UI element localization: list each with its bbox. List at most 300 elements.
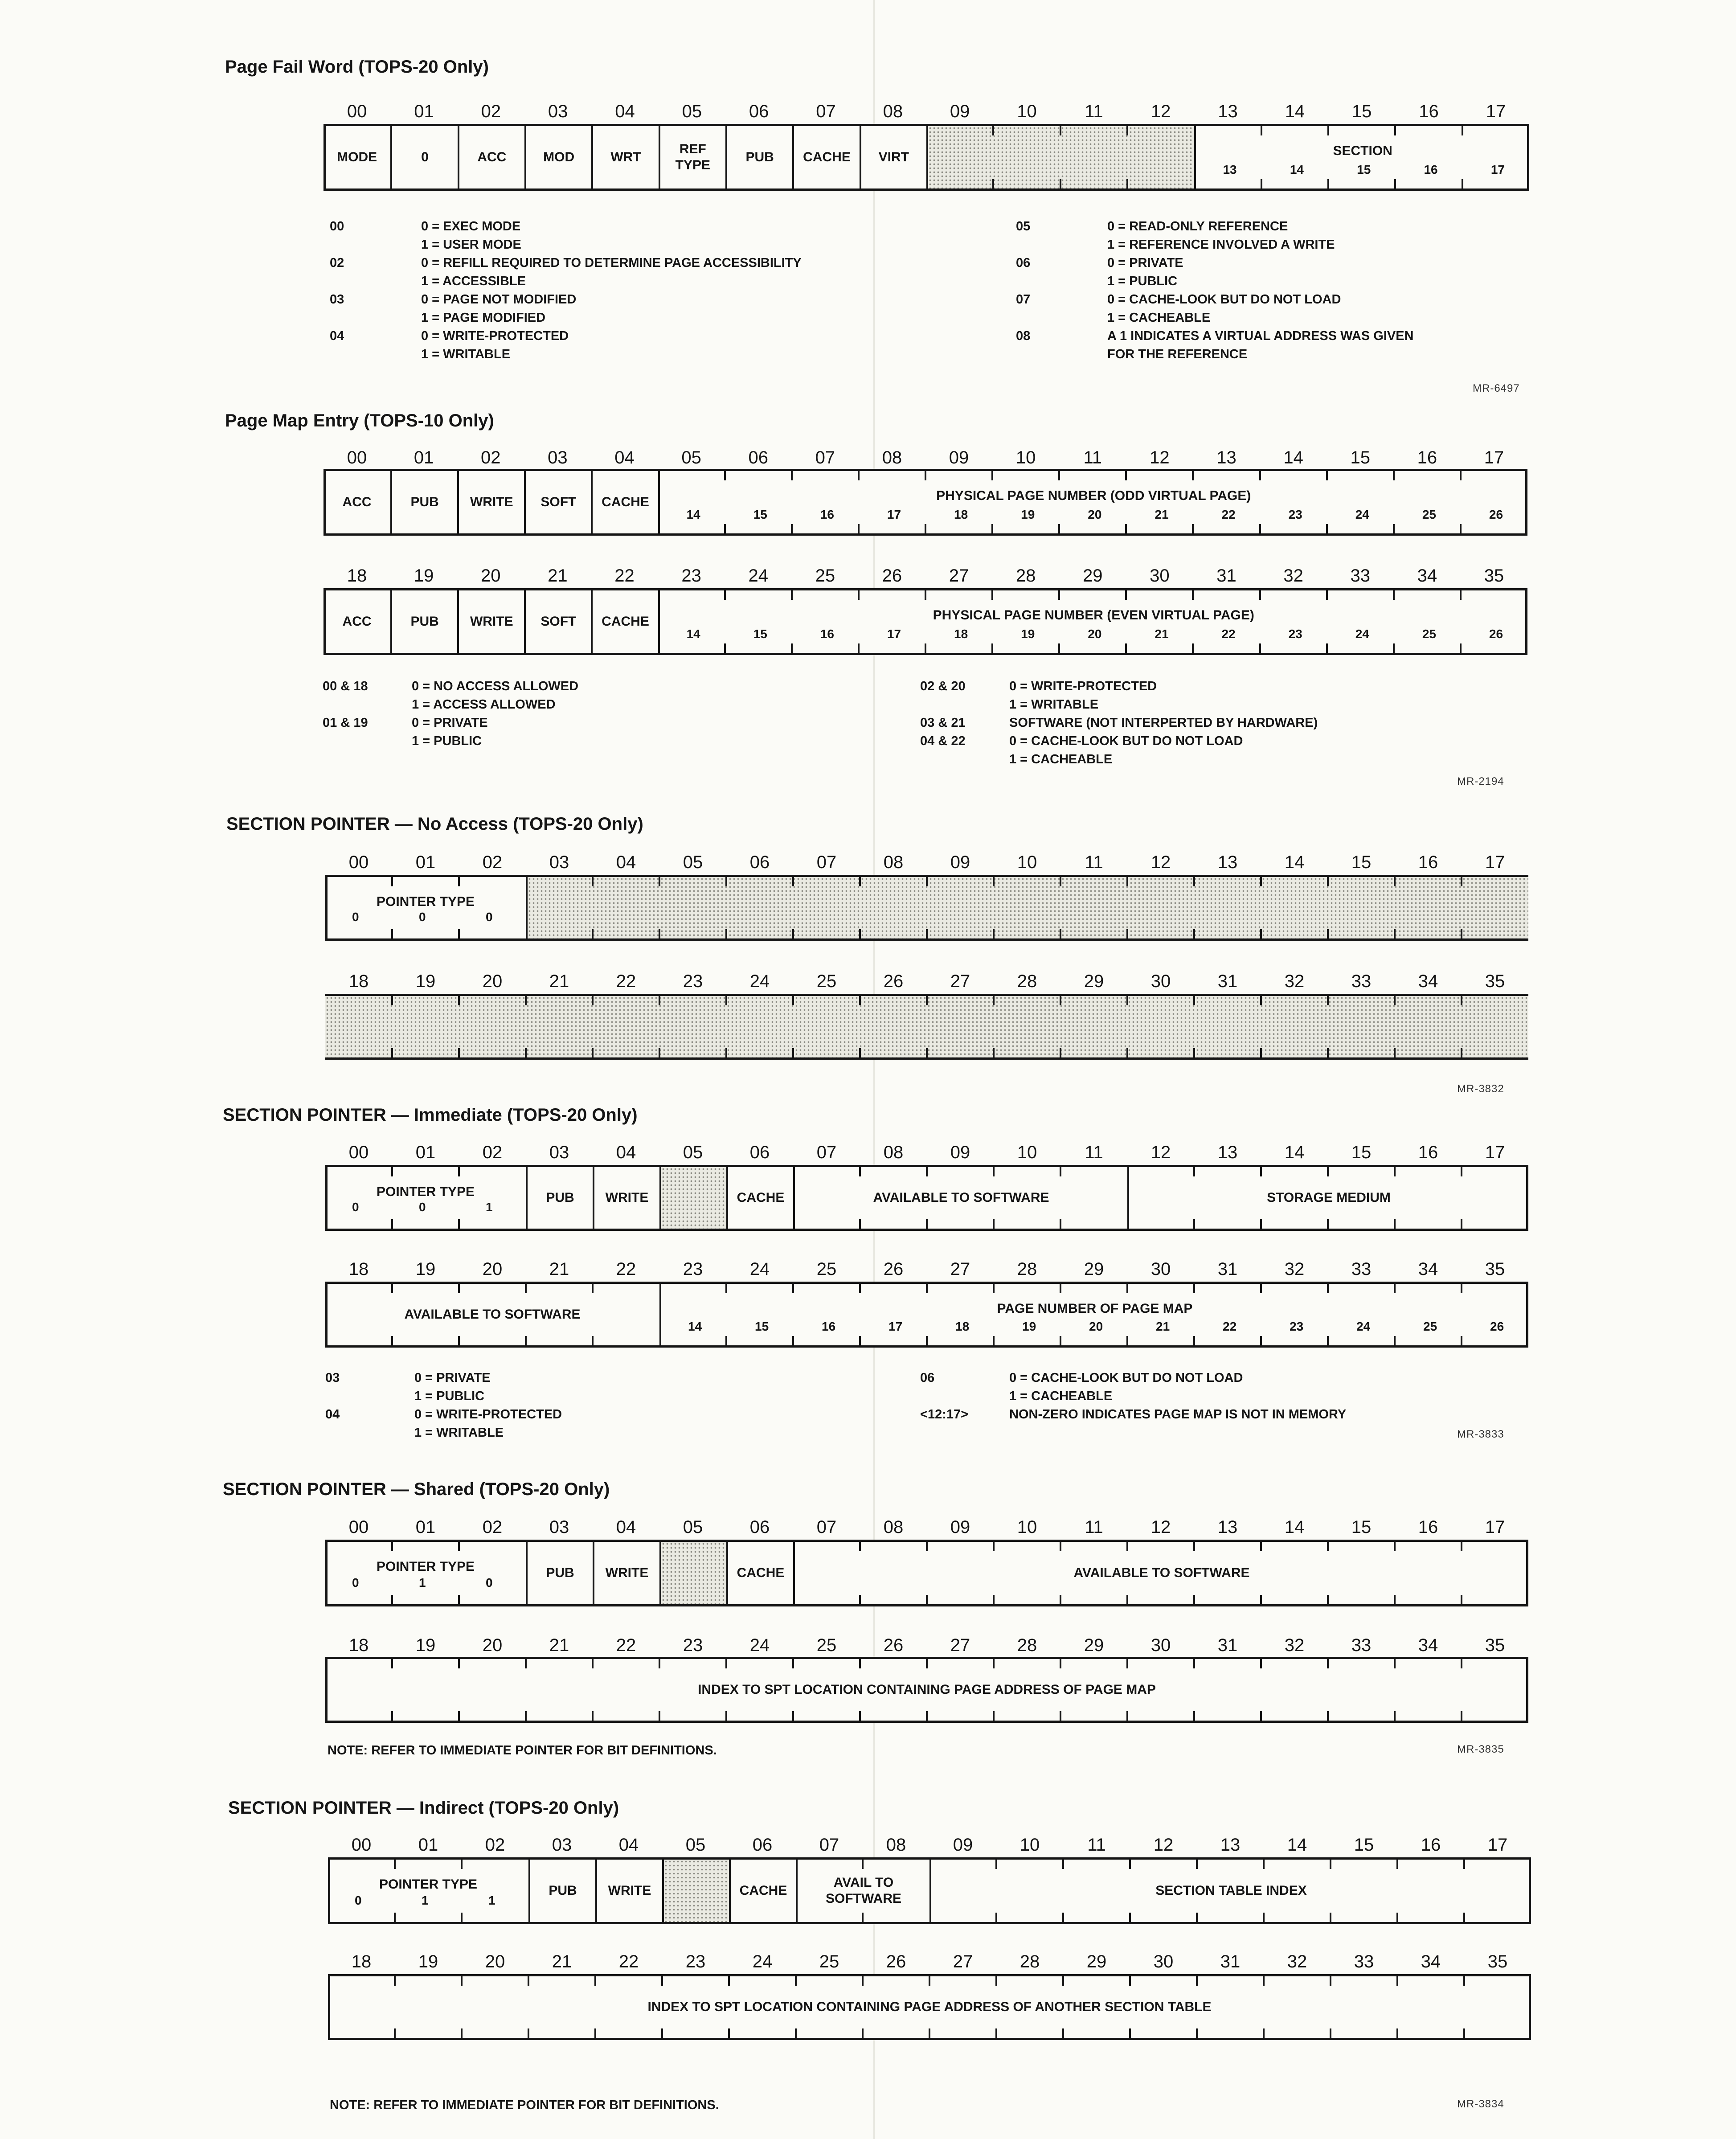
- bit-number: 10: [1015, 448, 1036, 467]
- bit-number: 35: [1485, 971, 1505, 991]
- bit-tick-top: [859, 996, 861, 1005]
- bit-number: 18: [348, 1259, 369, 1279]
- sp-immediate-definitions-left: [325, 1369, 562, 1442]
- bit-tick-top: [725, 1659, 727, 1668]
- pointer-type-bit: 1: [486, 1200, 493, 1214]
- bit-tick-bottom: [1461, 1595, 1462, 1605]
- field-wrt: WRT: [591, 126, 658, 188]
- bit-tick-bottom: [1461, 1219, 1462, 1229]
- bit-number: 14: [1287, 1835, 1307, 1855]
- bit-tick-top: [461, 1976, 463, 1986]
- sub-bit-number: 26: [1489, 508, 1503, 521]
- bit-tick-top: [925, 590, 926, 600]
- bit-number: 02: [481, 448, 501, 467]
- bit-number: 23: [683, 971, 703, 991]
- bit-tick-top: [993, 1659, 995, 1668]
- bit-tick-top: [862, 1976, 864, 1986]
- sp-shared-register-1: [325, 1657, 1528, 1723]
- sub-bit-number: 15: [753, 508, 767, 521]
- bit-tick-top: [724, 471, 726, 480]
- definition-text: SOFTWARE (NOT INTERPERTED BY HARDWARE): [1009, 716, 1318, 730]
- definition-row: [330, 309, 802, 327]
- bit-tick-bottom: [859, 1711, 861, 1721]
- bit-tick-bottom: [1260, 1711, 1262, 1721]
- bit-number: 12: [1150, 448, 1170, 467]
- bit-tick-bottom: [1193, 1711, 1195, 1721]
- bit-tick-top: [725, 1283, 727, 1293]
- bit-number: 19: [414, 566, 434, 586]
- page-fail-word-bit-numbers-0: [323, 102, 1529, 121]
- bit-tick-top: [1192, 471, 1194, 480]
- bit-number: 07: [815, 448, 835, 467]
- bit-tick-top: [1326, 471, 1328, 480]
- bit-number: 08: [883, 1517, 904, 1537]
- bit-number: 30: [1151, 1635, 1171, 1655]
- bit-tick-top: [1327, 1283, 1329, 1293]
- definition-text: 0 = WRITE-PROTECTED: [421, 329, 569, 343]
- bit-tick-top: [792, 996, 794, 1005]
- bit-number: 21: [549, 1635, 569, 1655]
- bit-tick-top: [659, 996, 660, 1005]
- bit-tick-bottom: [1060, 929, 1061, 939]
- definition-row: [325, 1406, 562, 1424]
- bit-tick-bottom: [394, 2028, 396, 2038]
- definition-text: 1 = CACHEABLE: [1009, 1389, 1113, 1403]
- definition-text: 0 = PRIVATE: [412, 716, 488, 730]
- bit-number: 11: [1083, 448, 1102, 467]
- bit-tick-top: [1259, 471, 1261, 480]
- bit-tick-top: [1327, 1541, 1329, 1551]
- field-acc: ACC: [342, 495, 372, 509]
- field-cache: CACHE: [726, 1167, 793, 1229]
- bit-number: 21: [548, 566, 568, 586]
- sp-immediate-bit-numbers-1: [325, 1259, 1528, 1279]
- sub-bit-number: 15: [753, 627, 767, 641]
- bit-number: 00: [347, 102, 367, 121]
- bit-number: 14: [1284, 1517, 1305, 1537]
- field-label: POINTER TYPE: [379, 1877, 478, 1892]
- bit-tick-top: [858, 590, 860, 600]
- bit-number: 25: [815, 566, 835, 586]
- bit-tick-bottom: [1327, 1336, 1329, 1346]
- bit-number: 11: [1085, 852, 1103, 872]
- bit-tick-bottom: [929, 2028, 930, 2038]
- bit-tick-top: [1327, 1659, 1329, 1668]
- bit-number: 27: [949, 566, 969, 586]
- bit-tick-top: [391, 877, 393, 886]
- bit-number: 11: [1085, 1143, 1103, 1162]
- bit-tick-bottom: [725, 1711, 727, 1721]
- bit-tick-top: [1193, 877, 1195, 886]
- bit-number: 00: [348, 1517, 369, 1537]
- bit-tick-bottom: [461, 1913, 463, 1922]
- bit-tick-bottom: [925, 524, 926, 534]
- bit-tick-top: [993, 1283, 995, 1293]
- bit-tick-bottom: [792, 929, 794, 939]
- bit-tick-bottom: [859, 1048, 861, 1058]
- bit-number: 06: [748, 448, 768, 467]
- bit-tick-top: [1396, 1976, 1398, 1986]
- bit-tick-top: [659, 877, 660, 886]
- field-physical-page-number-odd-virtual-page: [658, 471, 1527, 533]
- field-write: WRITE: [457, 471, 524, 533]
- definition-bit: [323, 696, 412, 714]
- bit-tick-bottom: [1129, 2028, 1131, 2038]
- bit-tick-bottom: [592, 1048, 594, 1058]
- bit-tick-top: [859, 1659, 861, 1668]
- bit-number: 06: [752, 1835, 773, 1855]
- bit-tick-bottom: [1460, 524, 1462, 534]
- bit-tick-bottom: [1327, 1048, 1329, 1058]
- field-pointer-type: [328, 1860, 528, 1922]
- bit-tick-bottom: [1330, 2028, 1331, 2038]
- field-soft: SOFT: [524, 471, 591, 533]
- bit-number: 08: [882, 448, 902, 467]
- bit-number: 13: [1218, 102, 1238, 121]
- bit-tick-bottom: [993, 1219, 995, 1229]
- bit-tick-bottom: [725, 1336, 727, 1346]
- sub-bit-number: 25: [1422, 627, 1436, 641]
- bit-tick-bottom: [859, 1336, 861, 1346]
- field-0: 0: [390, 126, 457, 188]
- definition-bit: [1016, 272, 1107, 291]
- bit-tick-bottom: [1263, 1913, 1265, 1922]
- bit-number: 10: [1017, 102, 1037, 121]
- definition-bit: 04: [330, 329, 344, 343]
- bit-tick-top: [1125, 471, 1127, 480]
- sp-no-access-register-1: [325, 994, 1528, 1060]
- bit-number: 24: [749, 971, 770, 991]
- bit-number: 10: [1017, 1517, 1037, 1537]
- bit-number: 09: [950, 852, 970, 872]
- bit-number: 22: [616, 1635, 636, 1655]
- bit-number: 34: [1418, 1259, 1438, 1279]
- bit-tick-top: [859, 1167, 861, 1176]
- reserved-field: [662, 1860, 729, 1922]
- bit-tick-bottom: [525, 1711, 527, 1721]
- bit-tick-bottom: [1327, 1711, 1329, 1721]
- bit-tick-bottom: [1192, 524, 1194, 534]
- bit-number: 06: [749, 1143, 770, 1162]
- bit-tick-bottom: [858, 524, 860, 534]
- bit-number: 26: [883, 1635, 904, 1655]
- definition-text: 1 = WRITABLE: [421, 347, 511, 361]
- bit-tick-top: [592, 1659, 594, 1668]
- definition-bit: [1016, 345, 1107, 364]
- bit-number: 29: [1084, 1635, 1104, 1655]
- bit-tick-bottom: [659, 929, 660, 939]
- bit-tick-bottom: [1463, 1913, 1465, 1922]
- field-label: PHYSICAL PAGE NUMBER (ODD VIRTUAL PAGE): [936, 488, 1251, 503]
- bit-number: 03: [549, 852, 569, 872]
- bit-number: 01: [414, 448, 434, 467]
- definition-text: 1 = REFERENCE INVOLVED A WRITE: [1107, 238, 1335, 252]
- sub-bit-number: 24: [1355, 508, 1369, 521]
- bit-tick-bottom: [795, 2028, 797, 2038]
- bit-number: 00: [348, 1143, 369, 1162]
- bit-tick-top: [1394, 877, 1396, 886]
- bit-tick-bottom: [525, 1336, 527, 1346]
- definition-row: [330, 217, 802, 236]
- definition-row: [323, 732, 578, 750]
- bit-tick-bottom: [461, 2028, 463, 2038]
- bit-tick-top: [925, 471, 926, 480]
- bit-number: 09: [950, 102, 970, 121]
- bit-number: 32: [1284, 971, 1305, 991]
- bit-tick-bottom: [993, 1048, 995, 1058]
- bit-number: 02: [482, 852, 503, 872]
- bit-tick-bottom: [791, 524, 793, 534]
- field-acc: ACC: [458, 126, 524, 188]
- bit-tick-bottom: [391, 929, 393, 939]
- bit-tick-top: [1060, 877, 1061, 886]
- bit-tick-bottom: [1394, 179, 1396, 189]
- bit-tick-top: [1260, 877, 1262, 886]
- field-pointer-type: [325, 877, 526, 938]
- field-mod: MOD: [524, 126, 591, 188]
- definition-text: FOR THE REFERENCE: [1107, 347, 1248, 361]
- pointer-type-bit: 0: [419, 1200, 426, 1214]
- definition-row: [920, 677, 1318, 696]
- bit-number: 05: [685, 1835, 706, 1855]
- bit-number: 28: [1017, 1259, 1037, 1279]
- sp-no-access-title: SECTION POINTER — No Access (TOPS-20 Only): [226, 814, 643, 834]
- field-index-to-spt-location-containing-page-address-of-page-map: INDEX TO SPT LOCATION CONTAINING PAGE ADDRESS OF PAGE MAP: [698, 1682, 1156, 1697]
- bit-number: 28: [1017, 971, 1037, 991]
- bit-number: 23: [683, 1635, 703, 1655]
- definition-bit: 06: [1016, 256, 1031, 270]
- bit-number: 28: [1017, 1635, 1037, 1655]
- bit-number: 20: [482, 1259, 503, 1279]
- definition-text: 0 = WRITE-PROTECTED: [414, 1407, 562, 1422]
- bit-tick-bottom: [458, 1048, 460, 1058]
- bit-number: 14: [1284, 852, 1305, 872]
- bit-tick-top: [1394, 126, 1396, 135]
- bit-tick-bottom: [1327, 1219, 1329, 1229]
- sub-bit-number: 20: [1088, 627, 1102, 641]
- sub-bit-number: 24: [1356, 1319, 1371, 1333]
- bit-number: 20: [482, 1635, 503, 1655]
- bit-tick-bottom: [724, 524, 726, 534]
- sub-bit-number: 24: [1355, 627, 1369, 641]
- bit-tick-bottom: [724, 643, 726, 653]
- bit-tick-bottom: [995, 1913, 997, 1922]
- definition-bit: 08: [1016, 329, 1031, 343]
- pointer-type-bit: 0: [352, 1576, 359, 1590]
- bit-number: 16: [1419, 102, 1439, 121]
- bit-tick-top: [458, 1659, 460, 1668]
- sub-bit-number: 23: [1288, 627, 1302, 641]
- bit-tick-bottom: [1461, 1711, 1462, 1721]
- reserved-field: [526, 877, 1528, 938]
- field-write: WRITE: [593, 1167, 659, 1229]
- bit-tick-bottom: [1260, 1048, 1262, 1058]
- pointer-type-bit: 0: [419, 910, 426, 924]
- field-pointer-type: [325, 1542, 526, 1604]
- bit-tick-top: [993, 996, 995, 1005]
- bit-number: 11: [1085, 102, 1103, 121]
- bit-tick-bottom: [728, 2028, 730, 2038]
- bit-tick-bottom: [528, 2028, 529, 2038]
- field-label: PAGE NUMBER OF PAGE MAP: [997, 1301, 1193, 1316]
- bit-tick-bottom: [659, 1711, 660, 1721]
- definition-bit: 03 & 21: [920, 716, 966, 730]
- bit-number: 05: [682, 102, 702, 121]
- bit-tick-bottom: [1126, 1711, 1128, 1721]
- bit-number: 17: [1485, 1517, 1505, 1537]
- field-label: POINTER TYPE: [376, 1559, 475, 1574]
- bit-tick-top: [993, 877, 995, 886]
- bit-number: 23: [685, 1952, 706, 1971]
- sp-no-access-figure-code: MR-3832: [1457, 1083, 1504, 1095]
- bit-tick-bottom: [1193, 1219, 1195, 1229]
- page-fail-word-definitions-right: [1016, 217, 1413, 364]
- bit-tick-top: [1463, 1976, 1465, 1986]
- field-avail-to-software: AVAIL TO SOFTWARE: [796, 1860, 929, 1922]
- bit-tick-bottom: [1263, 2028, 1265, 2038]
- bit-number: 12: [1151, 1143, 1171, 1162]
- definition-row: [1016, 309, 1413, 327]
- bit-number: 30: [1151, 1259, 1171, 1279]
- bit-tick-top: [1327, 1167, 1329, 1176]
- bit-tick-bottom: [1326, 524, 1328, 534]
- bit-tick-bottom: [391, 1048, 393, 1058]
- bit-tick-bottom: [993, 1711, 995, 1721]
- bit-number: 11: [1087, 1835, 1106, 1855]
- bit-number: 14: [1283, 448, 1303, 467]
- bit-number: 24: [752, 1952, 773, 1971]
- bit-tick-bottom: [859, 1219, 861, 1229]
- bit-tick-bottom: [859, 1595, 861, 1605]
- bit-tick-bottom: [1125, 524, 1127, 534]
- pointer-type-bit: 0: [486, 910, 493, 924]
- bit-number: 35: [1485, 1635, 1505, 1655]
- definition-row: [330, 254, 802, 272]
- sp-shared-title: SECTION POINTER — Shared (TOPS-20 Only): [223, 1479, 610, 1499]
- definition-bit: [330, 345, 421, 364]
- bit-tick-top: [1125, 590, 1127, 600]
- bit-tick-bottom: [1396, 2028, 1398, 2038]
- bit-tick-bottom: [1463, 2028, 1465, 2038]
- bit-tick-top: [792, 1659, 794, 1668]
- field-ref-type: REF TYPE: [659, 126, 725, 188]
- page-map-entry-definitions-right: [920, 677, 1318, 769]
- definition-text: A 1 INDICATES A VIRTUAL ADDRESS WAS GIVEN: [1107, 329, 1414, 343]
- bit-number: 18: [348, 1635, 369, 1655]
- pointer-type-bit: 1: [419, 1576, 426, 1590]
- bit-tick-top: [1330, 1859, 1331, 1869]
- sub-bit-number: 18: [955, 1319, 970, 1333]
- bit-tick-bottom: [791, 643, 793, 653]
- bit-number: 02: [485, 1835, 505, 1855]
- bit-number: 04: [616, 852, 636, 872]
- field-index-to-spt-location-containing-page-address-of-another-section-table: INDEX TO SPT LOCATION CONTAINING PAGE ADDRESS OF ANOTHER SECTION TABLE: [647, 2000, 1212, 2014]
- definition-bit: [1016, 236, 1107, 254]
- sp-immediate-definitions-right: [920, 1369, 1346, 1424]
- bit-tick-bottom: [992, 179, 994, 189]
- sub-bit-number: 19: [1022, 1319, 1036, 1333]
- bit-number: 16: [1417, 448, 1437, 467]
- bit-tick-bottom: [525, 1048, 527, 1058]
- bit-tick-top: [1060, 996, 1061, 1005]
- definition-text: 1 = PUBLIC: [414, 1389, 485, 1403]
- bit-number: 19: [415, 971, 436, 991]
- bit-tick-top: [1394, 1541, 1396, 1551]
- definition-text: 1 = CACHEABLE: [1009, 752, 1113, 766]
- bit-tick-bottom: [926, 929, 928, 939]
- definition-text: 1 = WRITABLE: [414, 1426, 504, 1440]
- field-available-to-software: AVAILABLE TO SOFTWARE: [793, 1167, 1127, 1229]
- bit-number: 27: [950, 1635, 970, 1655]
- bit-tick-bottom: [991, 524, 993, 534]
- bit-number: 07: [816, 102, 836, 121]
- sub-bit-number: 14: [686, 627, 700, 641]
- bit-number: 05: [683, 1517, 703, 1537]
- pointer-type-bit: 0: [486, 1576, 493, 1590]
- bit-tick-top: [391, 1167, 393, 1176]
- definition-row: [323, 714, 578, 732]
- field-pub: PUB: [526, 1542, 593, 1604]
- bit-tick-bottom: [594, 2028, 596, 2038]
- bit-number: 31: [1217, 1259, 1238, 1279]
- page-map-entry-title: Page Map Entry (TOPS-10 Only): [225, 411, 494, 430]
- bit-number: 26: [886, 1952, 906, 1971]
- bit-number: 18: [347, 566, 367, 586]
- definition-bit: [920, 696, 1009, 714]
- sp-indirect-title: SECTION POINTER — Indirect (TOPS-20 Only): [228, 1798, 619, 1818]
- bit-tick-bottom: [592, 929, 594, 939]
- bit-tick-top: [1260, 996, 1262, 1005]
- bit-number: 20: [481, 566, 501, 586]
- bit-tick-bottom: [1126, 1336, 1128, 1346]
- field-write: WRITE: [457, 590, 524, 653]
- bit-number: 17: [1486, 102, 1506, 121]
- sub-bit-number: 19: [1021, 627, 1035, 641]
- bit-tick-top: [594, 1976, 596, 1986]
- bit-number: 25: [819, 1952, 839, 1971]
- bit-number: 33: [1350, 566, 1370, 586]
- bit-number: 08: [883, 1143, 904, 1162]
- sp-indirect-register-0: [328, 1857, 1531, 1924]
- field-cache: CACHE: [591, 590, 658, 653]
- definition-row: [920, 732, 1318, 750]
- sub-bit-number: 22: [1221, 627, 1236, 641]
- definition-text: 1 = PUBLIC: [412, 734, 482, 748]
- bit-tick-top: [926, 877, 928, 886]
- sub-bit-number: 16: [1424, 163, 1438, 176]
- bit-number: 34: [1417, 566, 1437, 586]
- field-section: [1194, 126, 1529, 188]
- bit-tick-top: [1461, 1283, 1462, 1293]
- bit-tick-top: [1259, 590, 1261, 600]
- bit-tick-top: [792, 1283, 794, 1293]
- bit-tick-bottom: [1060, 1048, 1061, 1058]
- definition-bit: [330, 272, 421, 291]
- bit-tick-top: [1193, 1659, 1195, 1668]
- sub-bit-number: 25: [1422, 508, 1436, 521]
- bit-tick-bottom: [1394, 1336, 1396, 1346]
- bit-number: 09: [950, 1517, 970, 1537]
- sub-bit-number: 15: [755, 1319, 769, 1333]
- bit-tick-bottom: [859, 929, 861, 939]
- bit-tick-top: [458, 1541, 460, 1551]
- definition-row: [1016, 217, 1413, 236]
- page-map-entry-bit-numbers-0: [323, 448, 1527, 467]
- bit-tick-bottom: [1261, 179, 1262, 189]
- bit-tick-bottom: [993, 1336, 995, 1346]
- bit-tick-bottom: [1394, 929, 1396, 939]
- field-pointer-type: [325, 1167, 526, 1229]
